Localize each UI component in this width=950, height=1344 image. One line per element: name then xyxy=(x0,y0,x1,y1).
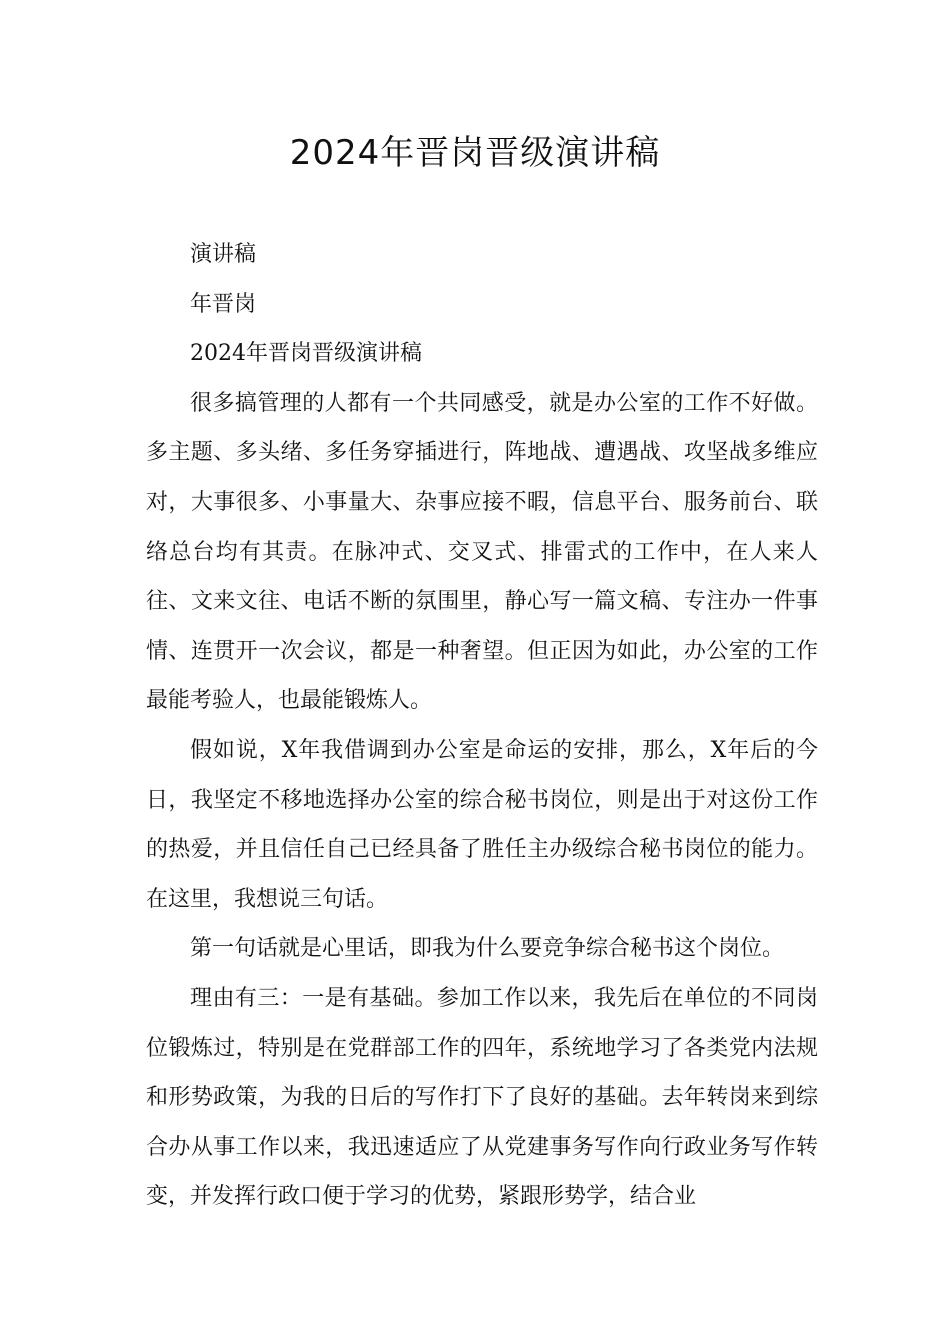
paragraph: 第一句话就是心里话，即我为什么要竞争综合秘书这个岗位。 xyxy=(190,936,785,962)
paragraph: 2024年晋岗晋级演讲稿 xyxy=(190,341,422,367)
paragraph: 理由有三：一是有基础。参加工作以来，我先后在单位的不同岗位锻炼过，特别是在党群部工作的四年，系统地学习了各类党内法规和形势政策，为我的日后的写作打下了良好的基础。去年转岗来到综合办从事工作以来，我迅速适应了从党建事务写作向行政业务写作转变，并发挥行政口便于学习的优势，紧跟形势学，结合业 xyxy=(146,985,818,1210)
paragraph: 演讲稿 xyxy=(190,242,257,267)
paragraph: 假如说，X年我借调到办公室是命运的安排，那么，X年后的今日，我坚定不移地选择办公室的综合秘书岗位，则是出于对这份工作的热爱，并且信任自己已经具备了胜任主办级综合秘书岗位的能力。在这里，我想说三句话。 xyxy=(146,737,818,912)
document-title: 2024年晋岗晋级演讲稿 xyxy=(289,133,661,173)
document-body xyxy=(146,230,818,1222)
paragraph: 年晋岗 xyxy=(190,291,257,317)
paragraph: 很多搞管理的人都有一个共同感受，就是办公室的工作不好做。多主题、多头绪、多任务穿插进行，阵地战、遭遇战、攻坚战多维应对，大事很多、小事量大、杂事应接不暇，信息平台、服务前台、联络总台均有其责。在脉冲式、交叉式、排雷式的工作中，在人来人往、文来文往、电话不断的氛围里，静心写一篇文稿、专注办一件事情、连贯开一次会议，都是一种奢望。但正因为如此，办公室的工作最能考验人，也最能锻炼人。 xyxy=(146,390,818,714)
